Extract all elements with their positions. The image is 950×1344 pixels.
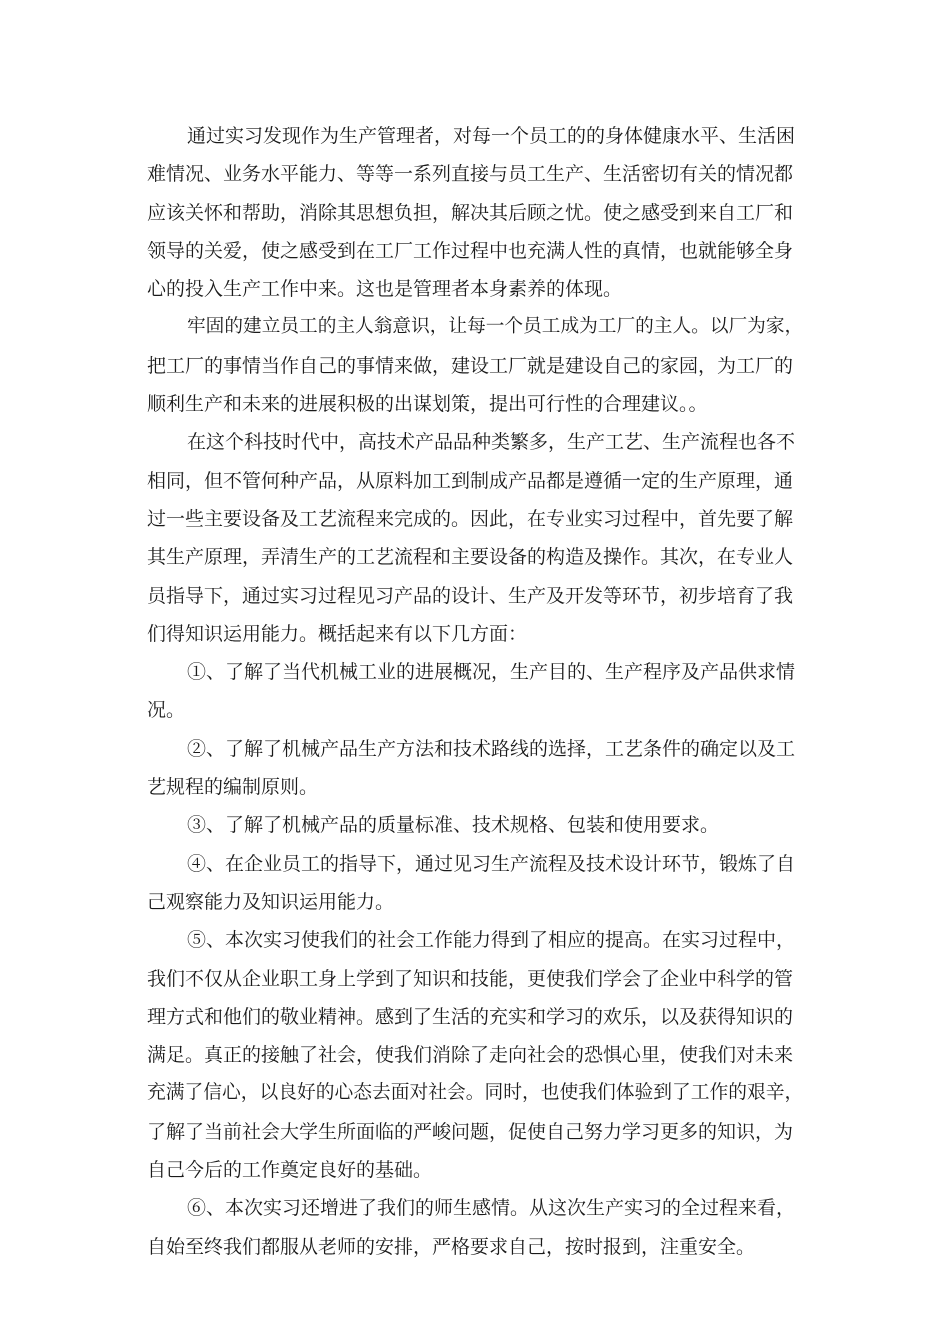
list-item-line: 况。: [147, 699, 186, 722]
text-line: 难情况、业务水平能力、等等一系列直接与员工生产、生活密切有关的情况都: [147, 163, 794, 186]
list-item-line: 理方式和他们的敬业精神。感到了生活的充实和学习的欢乐，以及获得知识的: [147, 1005, 794, 1028]
list-item-line: ②、了解了机械产品生产方法和技术路线的选择，工艺条件的确定以及工: [187, 737, 796, 760]
list-item-line: ⑤、本次实习使我们的社会工作能力得到了相应的提高。在实习过程中，: [187, 929, 796, 952]
text-line: 过一些主要设备及工艺流程来完成的。因此，在专业实习过程中，首先要了解: [147, 507, 794, 530]
text-line: 在这个科技时代中，高技术产品品种类繁多，生产工艺、生产流程也各不: [187, 431, 796, 454]
list-item-line: 自始至终我们都服从老师的安排，严格要求自己，按时报到，注重安全。: [147, 1235, 756, 1258]
text-line: 通过实习发现作为生产管理者，对每一个员工的的身体健康水平、生活困: [187, 125, 796, 147]
list-item-line: ③、了解了机械产品的质量标准、技术规格、包装和使用要求。: [187, 814, 720, 837]
list-item-line: 自己今后的工作奠定良好的基础。: [147, 1159, 433, 1182]
text-line: 牢固的建立员工的主人翁意识，让每一个员工成为工厂的主人。以厂为家，: [187, 316, 804, 338]
list-item-line: 了解了当前社会大学生所面临的严峻问题，促使自己努力学习更多的知识，为: [147, 1120, 794, 1143]
text-line: 把工厂的事情当作自己的事情来做，建设工厂就是建设自己的家园，为工厂的: [147, 354, 794, 377]
list-item-line: 充满了信心，以良好的心态去面对社会。同时，也使我们体验到了工作的艰辛，: [147, 1082, 804, 1104]
text-line: 其生产原理，弄清生产的工艺流程和主要设备的构造及操作。其次，在专业人: [147, 546, 794, 569]
text-line: 顺利生产和未来的进展积极的出谋划策，提出可行性的合理建议。。: [147, 393, 708, 416]
text-line: 相同，但不管何种产品，从原料加工到制成产品都是遵循一定的生产原理，通: [147, 469, 794, 492]
text-line: 心的投入生产工作中来。这也是管理者本身素养的体现。: [147, 278, 623, 301]
list-item-line: 我们不仅从企业职工身上学到了知识和技能，更使我们学会了企业中科学的管: [147, 967, 794, 990]
list-item-line: 满足。真正的接触了社会，使我们消除了走向社会的恐惧心里，使我们对未来: [147, 1044, 794, 1067]
list-item-line: ⑥、本次实习还增进了我们的师生感情。从这次生产实习的全过程来看，: [187, 1197, 796, 1220]
text-line: 员指导下，通过实习过程见习产品的设计、生产及开发等环节，初步培育了我: [147, 584, 794, 607]
document-body: [147, 117, 807, 1266]
list-item-line: ①、了解了当代机械工业的进展概况，生产目的、生产程序及产品供求情: [187, 661, 796, 684]
list-item-line: 己观察能力及知识运用能力。: [147, 890, 395, 913]
text-line: 们得知识运用能力。概括起来有以下几方面：: [147, 622, 528, 645]
list-item-line: ④、在企业员工的指导下，通过见习生产流程及技术设计环节，锻炼了自: [187, 852, 796, 875]
text-line: 应该关怀和帮助，消除其思想负担，解决其后顾之忧。使之感受到来自工厂和: [147, 201, 794, 224]
list-item-line: 艺规程的编制原则。: [147, 776, 319, 799]
text-line: 领导的关爱，使之感受到在工厂工作过程中也充满人性的真情，也就能够全身: [147, 239, 794, 262]
